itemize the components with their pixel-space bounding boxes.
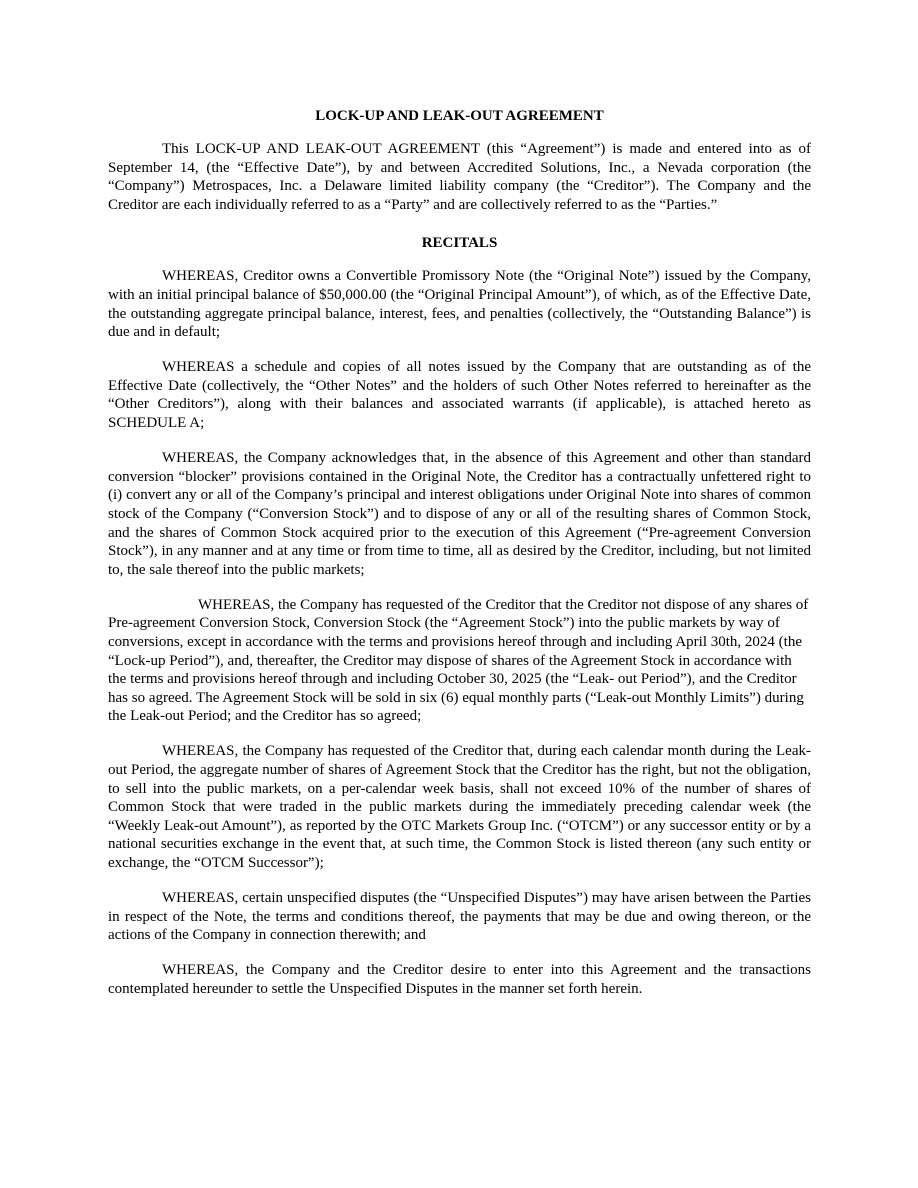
intro-paragraph: This LOCK-UP AND LEAK-OUT AGREEMENT (this “Agreement”) is made and entered into as of September 14, (the “Effective Date”), by and between Accredited Solutions, Inc., a Nevada corporation (the “Company”) Metrospaces, Inc. a Delaware limited liability company (the “Creditor”). The Company and the Creditor are each individually referred to as a “Party” and are collectively referred to as the “Parties.” (108, 141, 811, 213)
recital-paragraph-6: WHEREAS, certain unspecified disputes (the “Unspecified Disputes”) may have arisen between the Parties in respect of the Note, the terms and conditions thereof, the payments that may be due and owing thereon, or the actions of the Company in connection therewith; and (108, 890, 811, 944)
document-body (108, 107, 811, 1015)
document-title: LOCK-UP AND LEAK-OUT AGREEMENT (315, 108, 604, 124)
recital-paragraph-7: WHEREAS, the Company and the Creditor desire to enter into this Agreement and the transactions contemplated hereunder to settle the Unspecified Disputes in the manner set forth herein. (108, 962, 811, 997)
recital-paragraph-5: WHEREAS, the Company has requested of the Creditor that, during each calendar month during the Leak-out Period, the aggregate number of shares of Agreement Stock that the Creditor has the right, but not the obligation, to sell into the public markets, on a per-calendar week basis, shall not exceed 10% of the number of shares of Common Stock that were traded in the public markets during the immediately preceding calendar week (the “Weekly Leak-out Amount”), as reported by the OTC Markets Group Inc. (“OTCM”) or any successor entity or by a national securities exchange in the event that, at such time, the Common Stock is listed thereon (any such entity or exchange, the “OTCM Successor”); (108, 743, 811, 871)
recital-paragraph-4: WHEREAS, the Company has requested of the Creditor that the Creditor not dispose of any shares of Pre-agreement Conversion Stock, Conversion Stock (the “Agreement Stock”) into the public markets by way of conversions, except in accordance with the terms and provisions hereof through and including April 30th, 2024 (the “Lock-up Period”), and, thereafter, the Creditor may dispose of shares of the Agreement Stock in accordance with the terms and provisions hereof through and including October 30, 2025 (the “Leak- out Period”), and the Creditor has so agreed. The Agreement Stock will be sold in six (6) equal monthly parts (“Leak-out Monthly Limits”) during the Leak-out Period; and the Creditor has so agreed; (108, 596, 809, 725)
recital-paragraph-1: WHEREAS, Creditor owns a Convertible Promissory Note (the “Original Note”) issued by the Company, with an initial principal balance of $50,000.00 (the “Original Principal Amount”), of which, as of the Effective Date, the outstanding aggregate principal balance, interest, fees, and penalties (collectively, the “Outstanding Balance”) is due and in default; (108, 268, 811, 341)
recital-paragraph-2: WHEREAS a schedule and copies of all notes issued by the Company that are outstanding as of the Effective Date (collectively, the “Other Notes” and the holders of such Other Notes referred to hereinafter as the “Other Creditors”), along with their balances and associated warrants (if applicable), is attached hereto as SCHEDULE A; (108, 359, 811, 432)
recitals-heading: RECITALS (421, 235, 498, 252)
recital-paragraph-3: WHEREAS, the Company acknowledges that, in the absence of this Agreement and other than standard conversion “blocker” provisions contained in the Original Note, the Creditor has a contractually unfettered right to (i) convert any or all of the Company’s principal and interest obligations under Original Note into shares of common stock of the Company (“Conversion Stock”) and to dispose of any or all of the resulting shares of Common Stock, and the shares of Common Stock acquired prior to the execution of this Agreement (“Pre-agreement Conversion Stock”), in any manner and at any time or from time to time, all as desired by the Creditor, including, but not limited to, the sale thereof into the public markets; (108, 450, 811, 578)
